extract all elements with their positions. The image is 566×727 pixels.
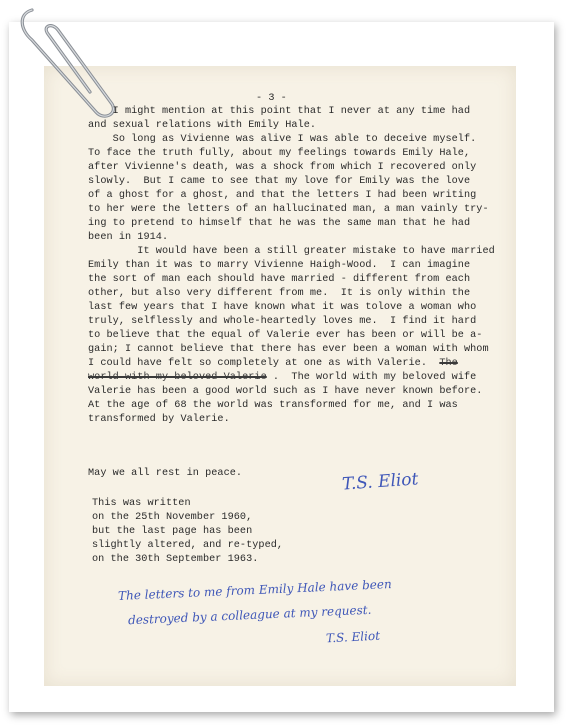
signature-bottom: T.S. Eliot — [325, 628, 381, 646]
paragraph-3-head: It would have been a still greater mistake to have married Emily than it was to marry Vivienne Haigh-Wood. I can imagine the sort of man each should have married - different from each other, but also very different from me. It is only within the last few years that I have known what it was tolove a woman who truly, selflessly and whole-heartedly loves me. I find it hard to believe that the equal of Valerie ever has been or will be a- gain; I cannot believe that there has ever been a woman with whom I could have felt so completely at one as with Valerie. — [88, 246, 495, 369]
struck-line: world with my beloved Valerie — [88, 372, 267, 383]
handwritten-note-line-1: The letters to me from Emily Hale have been — [117, 577, 392, 603]
page-number: - 3 - — [256, 93, 287, 104]
struck-word: The — [439, 358, 458, 369]
handwritten-note-line-2: destroyed by a colleague at my request. — [127, 602, 372, 628]
paragraph-2: So long as Vivienne was alive I was able to deceive myself. To face the truth fully, about my feelings towards Emily Hale, after Vivienne's death, was a shock from which I recovered only slowly. But I came to see that my love for Emily was the love of a ghost for a ghost, and that the letters I had been writing to her were the letters of an hallucinated man, a man vainly try- ing to pretend to himself that he was the same man that he had been in 1914. — [88, 134, 489, 243]
signature-top: T.S. Eliot — [341, 469, 420, 495]
written-note: This was written on the 25th November 1960, but the last page has been slightly altered, and re-typed, on the 30th September 1963. — [92, 498, 284, 565]
closing-line: May we all rest in peace. — [88, 468, 243, 479]
letter-body — [88, 105, 495, 427]
paragraph-1: I might mention at this point that I never at any time had and sexual relations with Emily Hale. — [88, 106, 471, 131]
paragraph-3-tail: . The world with my beloved wife Valerie has been a good world such as I have never known before. At the age of 68 the world was transformed for me, and I was transformed by Valerie. — [88, 372, 483, 425]
